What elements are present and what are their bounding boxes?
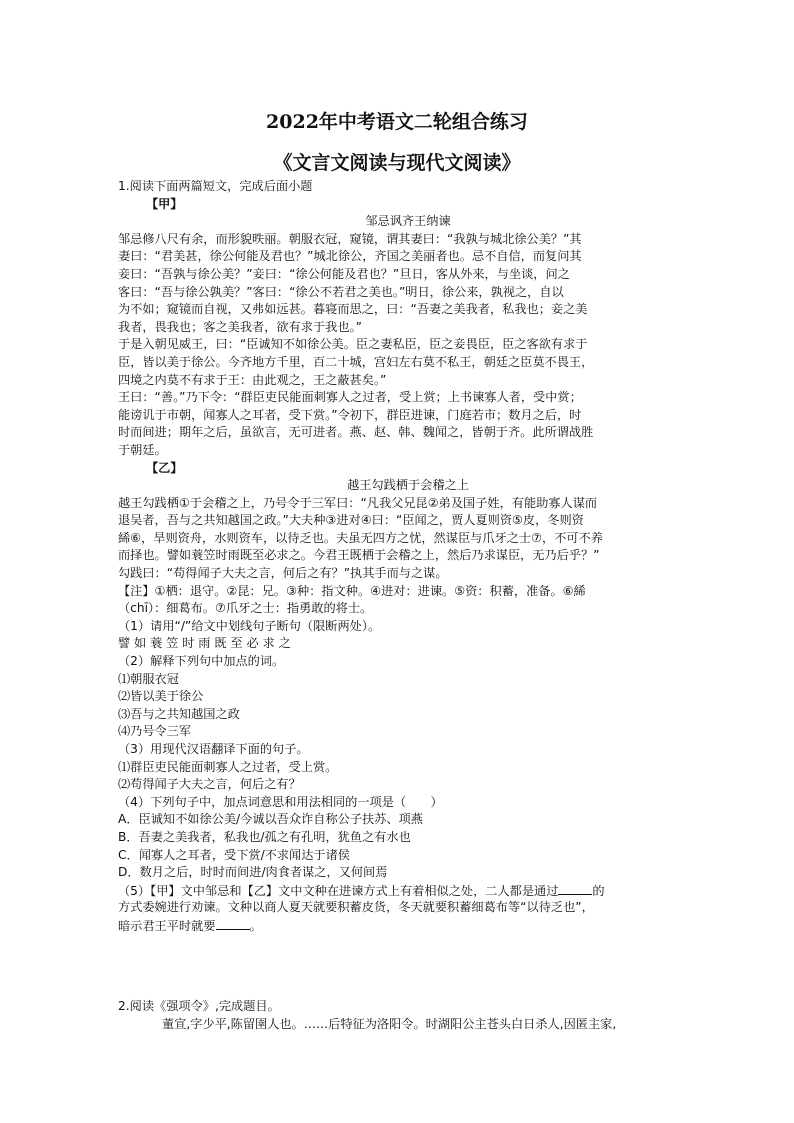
option-d: D．数月之后，时时而间进/肉食者谋之，又何间焉 bbox=[118, 865, 388, 880]
passage-line: 于朝廷。 bbox=[118, 442, 167, 457]
q2-passage-line: 董宣,字少平,陈留圉人也。……后特征为洛阳令。时湖阳公主苍头白日杀人,因匿主家, bbox=[162, 1016, 617, 1031]
passage-line: 妻曰：“君美甚，徐公何能及君也？”城北徐公，齐国之美丽者也。忌不自信，而复问其 bbox=[118, 249, 582, 264]
q5-text-end: 的 bbox=[592, 883, 605, 898]
option-a: A．臣诚知不如徐公美/今诚以吾众诈自称公子扶苏、项燕 bbox=[118, 812, 423, 827]
passage-jia-title: 邹忌讽齐王纳谏 bbox=[365, 214, 451, 229]
subquestion-4: （4）下列句子中，加点词意思和用法相同的一项是（ ） bbox=[118, 794, 443, 809]
question-2 bbox=[118, 998, 698, 1033]
passage-line: 能谤讥于市朝，闻寡人之耳者，受下赏。”令初下，群臣进谏，门庭若市；数月之后，时 bbox=[118, 407, 582, 422]
subquestion-3: （3）用现代汉语翻译下面的句子。 bbox=[118, 742, 309, 756]
passage-line: 越王勾践栖①于会稽之上，乃号令于三军曰：“凡我父兄昆②弟及国子姓，有能助寡人谋而 bbox=[118, 495, 598, 510]
passage-line: 妾曰：“吾孰与徐公美？”妾曰：“徐公何能及君也？”旦日，客从外来，与坐谈，问之 bbox=[118, 266, 570, 281]
passage-line: 四境之内莫不有求于王：由此观之，王之蔽甚矣。” bbox=[118, 372, 387, 387]
q5-text: 暗示君王平时就要 bbox=[118, 918, 216, 933]
passage-line: 客曰：“吾与徐公孰美？”客曰：“徐公不若君之美也。”明日，徐公来，孰视之，自以 bbox=[118, 284, 564, 299]
option-b: B．吾妻之美我者，私我也/孤之有孔明，犹鱼之有水也 bbox=[118, 829, 411, 844]
passage-line: 时而间进；期年之后，虽欲言，无可进者。燕、赵、韩、魏闻之，皆朝于齐。此所谓战胜 bbox=[118, 425, 594, 440]
note-line: 【注】①栖：退守。②昆：兄。③种：指文种。④进对：进谏。⑤资：积蓄，准备。⑥絺 bbox=[118, 583, 586, 598]
subquestion-5-line-3 bbox=[118, 917, 698, 935]
option-c: C．闻寡人之耳者，受下赏/不求闻达于诸侯 bbox=[118, 847, 350, 862]
note-line: （chī）：细葛布。⑦爪牙之士：指勇敢的将士。 bbox=[118, 601, 373, 616]
subquestion-item: ⑵皆以美于徐公 bbox=[118, 689, 204, 704]
q5-text-end: 。 bbox=[249, 918, 262, 933]
passage-line: 于是入朝见威王，曰：“臣诚知不如徐公美。臣之妻私臣，臣之妾畏臣，臣之客欲有求于 bbox=[118, 337, 588, 352]
passage-line: 邹忌修八尺有余，而形貌昳丽。朝服衣冠，窥镜，谓其妻曰：“我孰与城北徐公美？”其 bbox=[118, 231, 582, 246]
subquestion-5-line-1 bbox=[118, 882, 698, 900]
subquestion-item: ⑵苟得闻子大夫之言，何后之有？ bbox=[118, 777, 301, 792]
passage-line: 而择也。譬如蓑笠时雨既至必求之。今君王既栖于会稽之上，然后乃求谋臣，无乃后乎？” bbox=[118, 548, 600, 563]
page-title: 2022年中考语文二轮组合练习 bbox=[266, 111, 528, 133]
q1-heading: 1.阅读下面两篇短文，完成后面小题 bbox=[118, 179, 313, 193]
passage-line: 为不如；窥镜而自视，又弗如远甚。暮寝而思之，曰：“吾妻之美我者，私我也；妾之美 bbox=[118, 302, 588, 317]
subquestion-5-line-2: 方式委婉进行劝谏。文种以商人夏天就要积蓄皮货，冬天就要积蓄细葛布等“以待乏也”， bbox=[118, 900, 594, 915]
passage-line: 臣，皆以美于徐公。今齐地方千里，百二十城，宫妇左右莫不私王，朝廷之臣莫不畏王， bbox=[118, 354, 594, 369]
passage-line: 王曰：“善。”乃下令：“群臣吏民能面刺寡人之过者，受上赏；上书谏寡人者，受中赏； bbox=[118, 390, 582, 405]
page-subtitle: 《文言文阅读与现代文阅读》 bbox=[273, 152, 521, 174]
subquestion-item: ⑷乃号令三军 bbox=[118, 724, 192, 739]
subquestion-item: ⑴群臣吏民能面刺寡人之过者，受上赏。 bbox=[118, 759, 338, 774]
subquestion-2: （2）解释下列句中加点的词。 bbox=[118, 654, 285, 669]
answer-blank[interactable] bbox=[558, 882, 592, 895]
passage-line: 勾践曰：“苟得闻子大夫之言，何后之有？”执其手而与之谋。 bbox=[118, 566, 448, 581]
subquestion-item: ⑴朝服衣冠 bbox=[118, 671, 179, 686]
subquestion-1: （1）请用“/”给文中划线句子断句（限断两处）。 bbox=[118, 618, 381, 633]
passage-line: 退吴者，吾与之共知越国之政。”大夫种③进对④曰：“臣闻之，贾人夏则资⑤皮，冬则资 bbox=[118, 513, 584, 528]
passage-yi-title: 越王勾践栖于会稽之上 bbox=[347, 478, 469, 493]
passage-line: 絺⑥，旱则资舟，水则资车，以待乏也。夫虽无四方之忧，然谋臣与爪牙之士⑦，不可不养 bbox=[118, 530, 603, 545]
passage-line: 我者，畏我也；客之美我者，欲有求于我也。” bbox=[118, 319, 362, 334]
q2-heading: 2.阅读《强项令》,完成题目。 bbox=[118, 999, 280, 1013]
subquestion-item: ⑶吾与之共知越国之政 bbox=[118, 706, 240, 721]
q5-text: （5）【甲】文中邹忌和【乙】文中文种在进谏方式上有着相似之处，二人都是通过 bbox=[118, 883, 559, 898]
underlined-sentence: 譬 如 蓑 笠 时 雨 既 至 必 求 之 bbox=[118, 636, 291, 651]
section-jia-label: 【甲】 bbox=[146, 196, 183, 211]
question-1 bbox=[118, 178, 698, 935]
answer-blank[interactable] bbox=[216, 917, 250, 930]
section-yi-label: 【乙】 bbox=[146, 460, 183, 475]
